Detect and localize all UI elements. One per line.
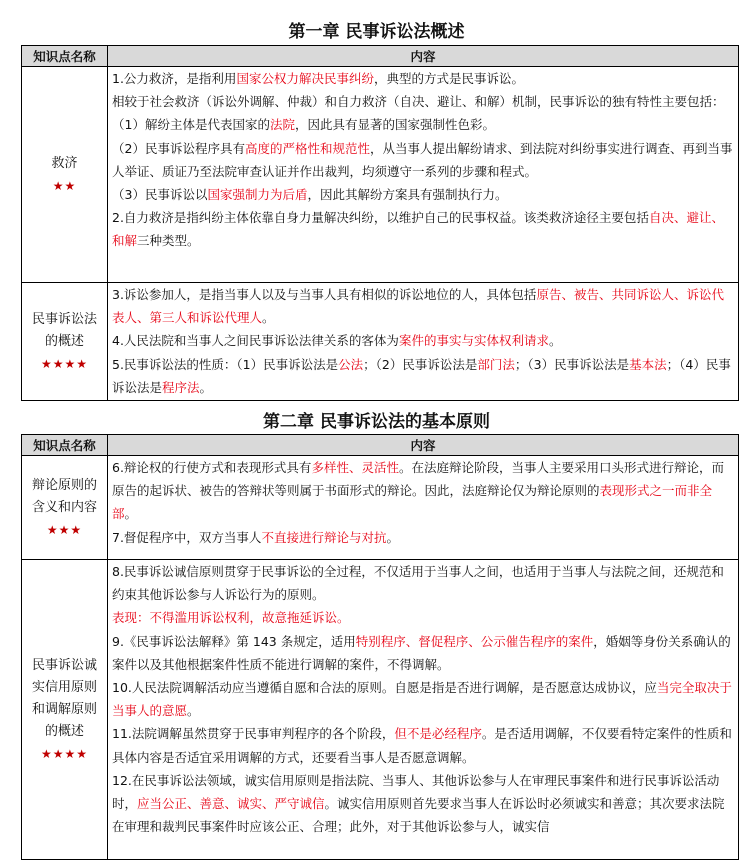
- highlighted-text: 法院: [269, 117, 295, 133]
- content-paragraph: [112, 206, 733, 252]
- knowledge-point-name: 辩论原则的含义和内容: [31, 477, 97, 515]
- highlighted-text: 但不是必经程序: [394, 726, 482, 742]
- knowledge-point-name: 救济: [51, 155, 78, 171]
- content-paragraph: [112, 526, 733, 549]
- text-run: 5.民事诉讼法的性质：（1）民事诉讼法是: [112, 356, 339, 372]
- content-paragraph: [112, 329, 733, 352]
- content-paragraph: [112, 67, 733, 90]
- text-run: 。: [124, 506, 138, 522]
- importance-stars: ★★★★: [40, 356, 89, 371]
- text-run: ；（2）民事诉讼法是: [363, 356, 478, 372]
- content-paragraph: [112, 560, 733, 606]
- content-paragraph: [112, 769, 733, 839]
- content-paragraph: [112, 606, 733, 629]
- knowledge-point-cell: [22, 67, 108, 283]
- knowledge-point-cell: [22, 456, 108, 560]
- highlighted-text: 表现形式之一而非全部: [112, 483, 713, 522]
- content-paragraph: [112, 183, 733, 206]
- text-run: （3）民事诉讼以: [112, 187, 208, 203]
- highlighted-text: 多样性、灵活性: [311, 460, 399, 475]
- text-run: ；（3）民事诉讼法是: [514, 356, 630, 372]
- highlighted-text: 部门法: [477, 356, 515, 372]
- text-run: 3.诉讼参加人，是指当事人以及与当事人具有相似的诉讼地位的人，具体包括: [112, 287, 537, 302]
- content-paragraph: [112, 676, 733, 722]
- highlighted-text: 当完全取决于当事人的意愿: [112, 680, 732, 719]
- text-run: 相较于社会救济（诉讼外调解、仲裁）和自力救济（自决、避让、和解）机制，民事诉讼的独有特性主要包括：: [112, 94, 725, 110]
- content-cell: [108, 560, 739, 860]
- table-header-row: [22, 435, 739, 456]
- text-run: 9.《民事诉讼法解释》第 143 条规定，适用: [112, 633, 356, 649]
- highlighted-text: 自决、避让、和解: [112, 210, 724, 249]
- text-run: 三种类型。: [137, 233, 200, 249]
- table-header-row: [22, 46, 739, 67]
- text-run: 2.自力救济是指纠纷主体依靠自身力量解决纠纷，以维护自己的民事权益。该类救济途径主要包括: [112, 210, 649, 226]
- header-knowledge-point: 知识点名称: [22, 46, 108, 67]
- knowledge-point-name: 民事诉讼诚实信用原则和调解原则的概述: [31, 657, 97, 739]
- content-paragraph: [112, 137, 733, 183]
- highlighted-text: 公法: [338, 356, 364, 372]
- text-run: ，因此其解纷方案具有强制执行力。: [307, 187, 508, 203]
- text-run: ，从当事人提出解纷请求、到法院对纠纷事实进行调查、再到当事人举证、质证乃至法院审查认证并作出裁判，均须遵守一系列的步骤和程式。: [112, 140, 733, 179]
- text-run: 。是否适用调解，不仅要看特定案件的性质和具体内容是否适宜采用调解的方式，还要看当事人是否愿意调解。: [112, 726, 732, 765]
- text-run: 。诚实信用原则首先要求当事人在诉讼时必须诚实和善意；其次要求法院在审理和裁判民事案件时应该公正、合理；此外，对于其他诉讼参与人，诚实信: [112, 796, 725, 835]
- header-content: 内容: [108, 435, 739, 456]
- text-run: 8.民事诉讼诚信原则贯穿于民事诉讼的全过程，不仅适用于当事人之间，也适用于当事人与法院之间，还规范和约束其他诉讼参与人诉讼行为的原则。: [112, 564, 724, 603]
- header-content: 内容: [108, 46, 739, 67]
- table-row: [22, 560, 739, 860]
- text-run: ，典型的方式是民事诉讼。: [373, 71, 524, 86]
- highlighted-text: 高度的严格性和规范性: [244, 140, 370, 156]
- text-run: 。: [262, 310, 275, 326]
- content-paragraph: [112, 353, 733, 399]
- highlighted-text: 表现：不得滥用诉讼权利，故意拖延诉讼。: [112, 610, 350, 626]
- text-run: 1.公力救济，是指利用: [112, 71, 237, 86]
- highlighted-text: 原告、被告、共同诉讼人、诉讼代表人、第三人和诉讼代理人: [112, 287, 724, 326]
- content-cell: [108, 456, 739, 560]
- content-paragraph: [112, 456, 733, 526]
- text-run: 。: [199, 379, 213, 395]
- text-run: 。: [548, 333, 562, 349]
- table-row: [22, 283, 739, 401]
- highlighted-text: 不直接进行辩论与对抗: [261, 529, 387, 545]
- text-run: 。: [187, 703, 200, 719]
- text-run: （1）解纷主体是代表国家的: [112, 117, 270, 133]
- text-run: ；（4）民事诉讼法是: [112, 356, 731, 395]
- knowledge-point-name: 民事诉讼法的概述: [31, 311, 97, 349]
- highlighted-text: 基本法: [629, 356, 667, 372]
- content-cell: [108, 67, 739, 283]
- highlighted-text: 案件的事实与实体权利请求: [398, 333, 549, 349]
- highlighted-text: 程序法: [162, 379, 200, 395]
- chapter-2-title: 第二章 民事诉讼法的基本原则: [263, 412, 490, 432]
- content-paragraph: [112, 113, 733, 136]
- text-run: 10.人民法院调解活动应当遵循自愿和合法的原则。自愿是指是否进行调解，是否愿意达成协议，应: [112, 680, 657, 696]
- highlighted-text: 应当公正、善意、诚实、严守诚信: [137, 796, 325, 812]
- importance-stars: ★★★★: [40, 746, 89, 761]
- content-paragraph: [112, 90, 733, 113]
- highlighted-text: 国家公权力解决民事纠纷: [236, 71, 374, 86]
- table-row: [22, 67, 739, 283]
- chapter-1-table: [21, 45, 739, 401]
- header-knowledge-point: 知识点名称: [22, 435, 108, 456]
- text-run: 7.督促程序中，双方当事人: [112, 529, 262, 545]
- text-run: ，婚姻等身份关系确认的案件以及其他根据案件性质不能进行调解的案件，不得调解。: [112, 633, 731, 672]
- highlighted-text: 国家强制力为后盾: [207, 187, 308, 203]
- content-paragraph: [112, 630, 733, 676]
- text-run: 。在法庭辩论阶段，当事人主要采用口头形式进行辩论，而原告的起诉状、被告的答辩状等则属于书面形式的辩论。因此，法庭辩论仅为辩论原则的: [112, 460, 724, 499]
- importance-stars: ★★★: [46, 522, 83, 537]
- knowledge-point-cell: [22, 283, 108, 401]
- text-run: （2）民事诉讼程序具有: [112, 140, 245, 156]
- highlighted-text: 特别程序、督促程序、公示催告程序的案件: [355, 633, 594, 649]
- text-run: ，因此具有显著的国家强制性色彩。: [294, 117, 495, 133]
- text-run: 12.在民事诉讼法领域，诚实信用原则是指法院、当事人、其他诉讼参与人在审理民事案件和进行民事诉讼活动时，: [112, 772, 720, 812]
- importance-stars: ★★: [52, 178, 77, 193]
- table-row: [22, 456, 739, 560]
- text-run: 11.法院调解虽然贯穿于民事审判程序的各个阶段，: [112, 726, 395, 742]
- content-cell: [108, 283, 739, 401]
- content-paragraph: [112, 283, 733, 329]
- chapter-2-table: [21, 434, 739, 860]
- knowledge-point-cell: [22, 560, 108, 860]
- text-run: 6.辩论权的行使方式和表现形式具有: [112, 460, 312, 475]
- text-run: 。: [386, 529, 399, 545]
- content-paragraph: [112, 722, 733, 768]
- text-run: 4.人民法院和当事人之间民事诉讼法律关系的客体为: [112, 333, 399, 349]
- chapter-1-title: 第一章 民事诉讼法概述: [288, 22, 465, 42]
